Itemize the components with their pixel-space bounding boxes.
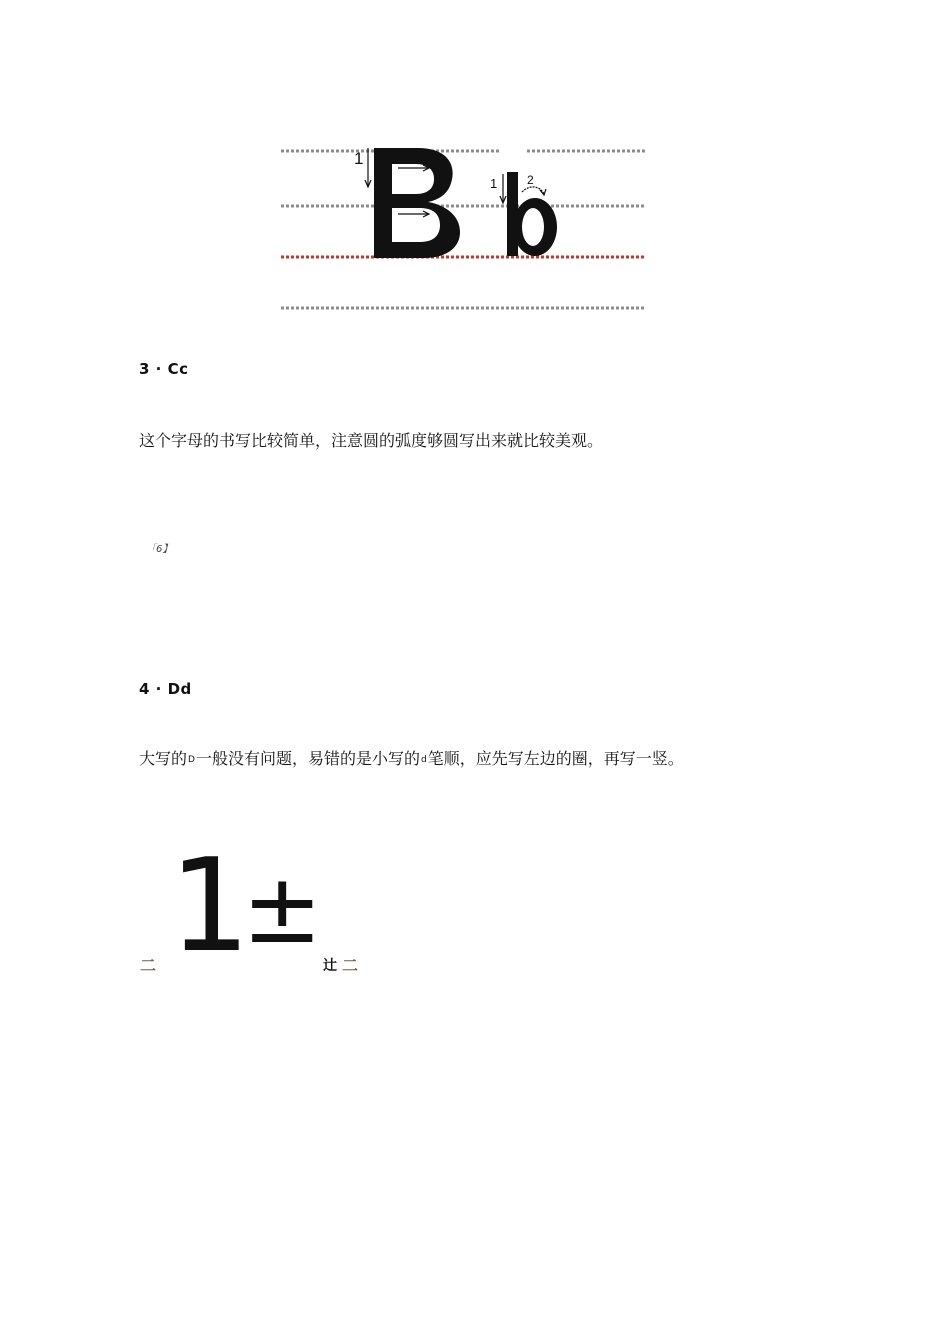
b-stroke-number-2: 2	[396, 171, 406, 190]
lowercase-b-stroke-number-2: 2	[527, 173, 534, 187]
small-character-mark: 辻	[323, 958, 337, 974]
right-dash-mark: 二	[342, 956, 359, 975]
section-4-text-part-3: 笔顺，应先写左边的圈，再写一竖。	[427, 749, 684, 768]
lowercase-b-stroke-number-1: 1	[490, 176, 498, 191]
section-4-heading: 4 · Dd	[139, 680, 192, 698]
section-4-text-part-1: 大写的	[139, 749, 188, 768]
large-plus-minus-glyph: ±	[242, 853, 323, 965]
letter-b-stroke-order-figure	[278, 140, 648, 315]
section-3-paragraph: 这个字母的书写比较简单，注意圆的弧度够圆写出来就比较美观。	[139, 431, 604, 450]
section-4-letter-upper: D	[188, 754, 195, 765]
b-stroke-number-3: 3	[396, 218, 406, 237]
capital-b-glyph	[374, 148, 460, 258]
large-character-row	[139, 832, 539, 985]
writing-guide-lines	[281, 151, 645, 308]
left-dash-mark: 二	[140, 956, 157, 975]
reference-note: 「6】	[146, 544, 173, 555]
section-3-heading: 3 · Cc	[139, 360, 189, 378]
section-4-text-part-2: 一般没有问题，易错的是小写的	[195, 749, 420, 768]
section-4-letter-lower: d	[420, 754, 427, 765]
large-digit-one: 1	[169, 832, 251, 981]
section-4-paragraph	[139, 746, 684, 769]
b-stroke-number-1: 1	[354, 149, 364, 168]
